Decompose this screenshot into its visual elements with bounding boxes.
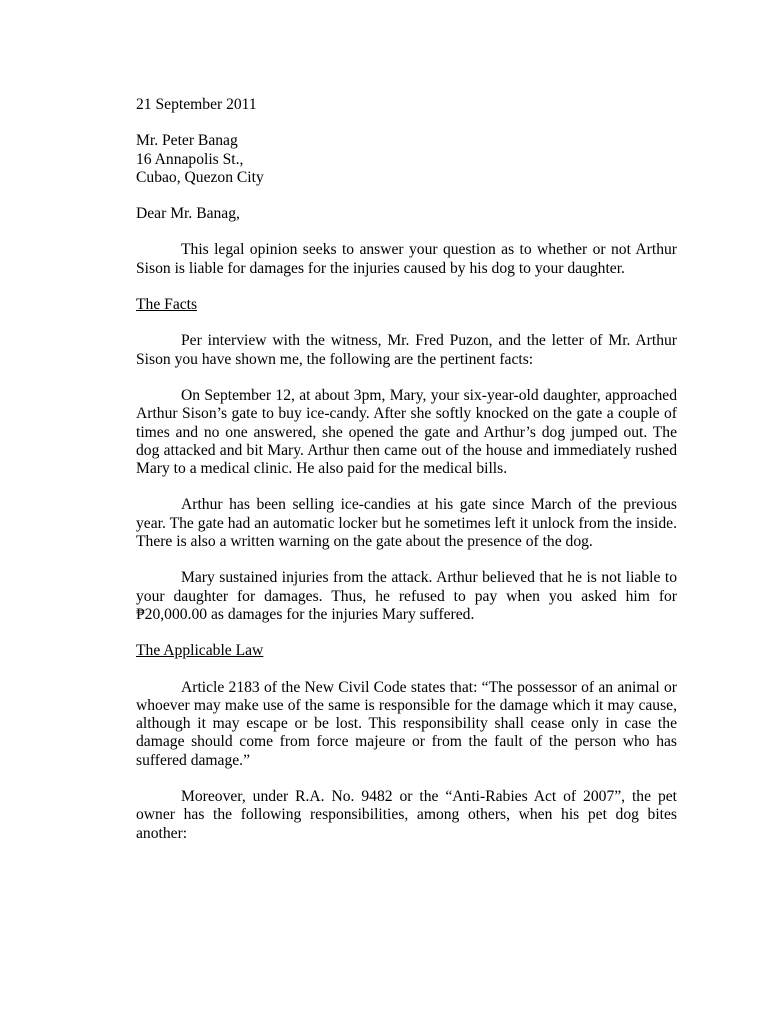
facts-paragraph: Per interview with the witness, Mr. Fred Puzon, and the letter of Mr. Arthur Sison you have shown me, the following are the pertinent facts: — [136, 332, 677, 368]
recipient-street: 16 Annapolis St., — [136, 150, 244, 168]
recipient-address — [136, 132, 677, 187]
law-paragraph: Article 2183 of the New Civil Code states that: “The possessor of an animal or whoever may make use of the same is responsible for the damage which it may cause, although it may escape or be lost. This responsibility shall cease only in case the damage should come from force majeure or from the fault of the person who has suffered damage.” — [136, 678, 677, 769]
intro-paragraph: This legal opinion seeks to answer your question as to whether or not Arthur Sison is liable for damages for the injuries caused by his dog to your daughter. — [136, 241, 677, 277]
letter-body — [136, 96, 677, 843]
facts-paragraph: Mary sustained injuries from the attack. Arthur believed that he is not liable to your daughter for damages. Thus, he refused to pay when you asked him for ₱20,000.00 as damages for the injuries Mary suffered. — [136, 569, 677, 623]
recipient-name: Mr. Peter Banag — [136, 132, 238, 150]
facts-heading: The Facts — [136, 296, 198, 314]
letter-date: 21 September 2011 — [136, 96, 257, 113]
law-paragraph: Moreover, under R.A. No. 9482 or the “Anti-Rabies Act of 2007”, the pet owner has the following responsibilities, among others, when his pet dog bites another: — [136, 788, 677, 842]
law-heading: The Applicable Law — [136, 642, 264, 660]
salutation: Dear Mr. Banag, — [136, 205, 240, 223]
facts-paragraph: On September 12, at about 3pm, Mary, your six-year-old daughter, approached Arthur Sison’s gate to buy ice-candy. After she softly knocked on the gate a couple of times and no one answered, she opened the gate and Arthur’s dog jumped out. The dog attacked and bit Mary. Arthur then came out of the house and immediately rushed Mary to a medical clinic. He also paid for the medical bills. — [136, 386, 677, 478]
recipient-city: Cubao, Quezon City — [136, 168, 264, 186]
facts-paragraph: Arthur has been selling ice-candies at his gate since March of the previous year. The gate had an automatic locker but he sometimes left it unlock from the inside. There is also a written warning on the gate about the presence of the dog. — [136, 496, 677, 551]
